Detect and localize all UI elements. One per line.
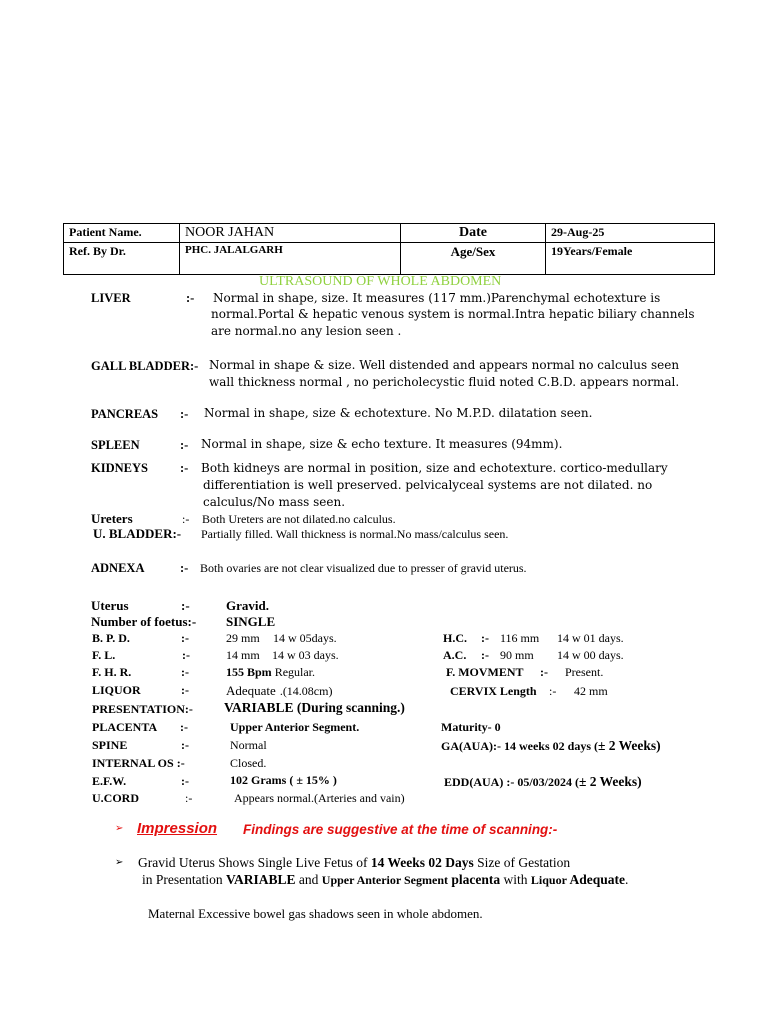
ucord-value: Appears normal.(Arteries and vain) [234, 791, 405, 805]
ac-mm: 90 mm [500, 648, 534, 662]
kidneys-text-2: differentiation is well preserved. pelvicalyceal systems are not dilated. no [203, 478, 653, 492]
impression-l1-a: Gravid Uterus Shows Single Live Fetus of [138, 855, 371, 870]
hc-sep: :- [481, 631, 489, 645]
ureters-sep: :- [182, 512, 190, 526]
foetus-value: SINGLE [226, 614, 276, 629]
impression-l2-c: and [295, 872, 322, 887]
fhr-sep: :- [181, 665, 189, 679]
impression-note: Maternal Excessive bowel gas shadows seen in whole abdomen. [148, 906, 483, 921]
patient-name-label: Patient Name. [64, 224, 180, 243]
adnexa-text: Both ovaries are not clear visualized due to presser of gravid uterus. [200, 561, 527, 575]
impression-arrow-icon: ➢ [115, 823, 124, 834]
ureters-text: Both Ureters are not dilated.no calculus. [202, 512, 396, 526]
edd-line [444, 773, 642, 791]
ga-range: ± 2 Weeks) [597, 738, 661, 753]
hc-mm: 116 mm [500, 631, 540, 645]
bullet-arrow-icon: ➢ [115, 857, 124, 868]
ref-label: Ref. By Dr. [64, 243, 180, 275]
fl-label: F. L. [92, 648, 116, 662]
ureters-label: Ureters [91, 511, 133, 526]
kidneys-text-3: calculus/No mass seen. [203, 495, 346, 509]
impression-l2-h: Adequate [566, 872, 626, 887]
efw-label: E.F.W. [92, 774, 127, 788]
liver-text-2: normal.Portal & hepatic venous system is normal.Intra hepatic biliary channels [211, 307, 695, 321]
ga-label: GA(AUA):- 14 weeks 02 days ( [441, 739, 598, 753]
impression-l2-e: placenta [448, 872, 501, 887]
uterus-value: Gravid. [226, 598, 269, 613]
gall-label: GALL BLADDER:- [91, 359, 199, 373]
ubladder-label: U. BLADDER:- [93, 526, 182, 541]
internal-os-value: Closed. [230, 756, 267, 770]
liquor-value: Adequate [226, 683, 276, 698]
bpd-label: B. P. D. [92, 631, 130, 645]
impression-line-2 [142, 872, 628, 888]
age-sex-value: 19Years/Female [546, 243, 715, 275]
spleen-label: SPLEEN [91, 438, 140, 452]
edd-label: EDD(AUA) :- 05/03/2024 ( [444, 775, 579, 789]
efw-value: 102 Grams ( ± 15% ) [230, 773, 337, 787]
kidneys-label: KIDNEYS [91, 461, 148, 475]
fl-ga: 14 w 03 days. [272, 648, 339, 662]
impression-l2-d: Upper Anterior Segment [321, 873, 448, 887]
liquor-note: .(14.08cm) [279, 684, 333, 698]
cervix-value: 42 mm [574, 684, 608, 698]
spine-label: SPINE [92, 738, 128, 752]
hc-label: H.C. [443, 631, 467, 645]
ac-ga: 14 w 00 days. [557, 648, 624, 662]
ga-line [441, 737, 661, 755]
ref-value: PHC. JALALGARH [180, 243, 401, 275]
maturity: Maturity- 0 [441, 720, 501, 734]
adnexa-sep: :- [180, 561, 189, 575]
spine-sep: :- [181, 738, 189, 752]
impression-l2-b: VARIABLE [226, 872, 296, 887]
spine-value: Normal [230, 738, 267, 752]
patient-info-table [63, 223, 715, 275]
presentation-value: VARIABLE (During scanning.) [224, 700, 405, 715]
bpd-mm: 29 mm [226, 631, 260, 645]
liver-label: LIVER [91, 291, 131, 305]
fhr-value: 155 Bpm [226, 665, 272, 679]
foetus-label: Number of foetus:- [91, 614, 197, 629]
impression-line-1 [138, 855, 570, 871]
impression-heading: Impression [137, 820, 218, 837]
cervix-sep: :- [549, 684, 557, 698]
date-value: 29-Aug-25 [546, 224, 715, 243]
fmov-sep: :- [540, 665, 548, 679]
liquor-value-line [226, 682, 332, 700]
impression-l2-g: Liquor [530, 873, 567, 887]
gall-text-1: Normal in shape & size. Well distended and appears normal no calculus seen [209, 358, 680, 372]
hc-ga: 14 w 01 days. [557, 631, 624, 645]
fmov-value: Present. [565, 665, 604, 679]
placenta-label: PLACENTA [92, 720, 158, 734]
impression-l2-a: in Presentation [142, 872, 226, 887]
fhr-note: Regular. [274, 665, 316, 679]
age-sex-label: Age/Sex [401, 243, 546, 275]
impression-subtitle: Findings are suggestive at the time of scanning:- [243, 822, 558, 837]
placenta-sep: :- [180, 720, 188, 734]
fhr-value-line [226, 665, 315, 680]
kidneys-sep: :- [180, 461, 189, 475]
ac-label: A.C. [443, 648, 467, 662]
uterus-sep: :- [181, 598, 190, 613]
presentation-label: PRESENTATION:- [92, 702, 193, 716]
placenta-value: Upper Anterior Segment. [230, 720, 360, 734]
impression-l2-i: . [625, 872, 629, 887]
impression-l1-c: Size of Gestation [473, 855, 571, 870]
ac-sep: :- [481, 648, 489, 662]
kidneys-text-1: Both kidneys are normal in position, size and echotexture. cortico-medullary [201, 461, 668, 475]
uterus-label: Uterus [91, 598, 129, 613]
fmov-label: F. MOVMENT [446, 665, 524, 679]
edd-range: ± 2 Weeks) [578, 774, 642, 789]
adnexa-label: ADNEXA [91, 561, 145, 575]
report-title: ULTRASOUND OF WHOLE ABDOMEN [259, 274, 502, 289]
spleen-sep: :- [180, 438, 189, 452]
impression-l2-f: with [500, 872, 531, 887]
spleen-text: Normal in shape, size & echo texture. It measures (94mm). [201, 437, 563, 451]
liver-text-1: Normal in shape, size. It measures (117 mm.)Parenchymal echotexture is [213, 291, 661, 305]
fl-sep: :- [182, 648, 190, 662]
impression-l1-b: 14 Weeks 02 Days [370, 855, 474, 870]
patient-name-value: NOOR JAHAN [180, 224, 401, 243]
bpd-ga: 14 w 05days. [273, 631, 337, 645]
cervix-label: CERVIX Length [450, 684, 537, 698]
liquor-sep: :- [181, 683, 189, 697]
pancreas-sep: :- [180, 407, 189, 421]
ubladder-text: Partially filled. Wall thickness is normal.No mass/calculus seen. [201, 527, 509, 541]
liquor-label: LIQUOR [92, 683, 141, 697]
liver-sep: :- [186, 291, 195, 305]
fhr-label: F. H. R. [92, 665, 132, 679]
ucord-label: U.CORD [92, 791, 139, 805]
liver-text-3: are normal.no any lesion seen . [211, 324, 402, 338]
ucord-sep: :- [185, 791, 193, 805]
gall-text-2: wall thickness normal , no pericholecystic fluid noted C.B.D. appears normal. [209, 375, 680, 389]
fl-mm: 14 mm [226, 648, 260, 662]
internal-os-label: INTERNAL OS :- [92, 756, 185, 770]
pancreas-label: PANCREAS [91, 407, 159, 421]
pancreas-text: Normal in shape, size & echotexture. No M.P.D. dilatation seen. [204, 406, 593, 420]
date-label: Date [401, 224, 546, 243]
bpd-sep: :- [181, 631, 189, 645]
efw-sep: :- [181, 774, 189, 788]
